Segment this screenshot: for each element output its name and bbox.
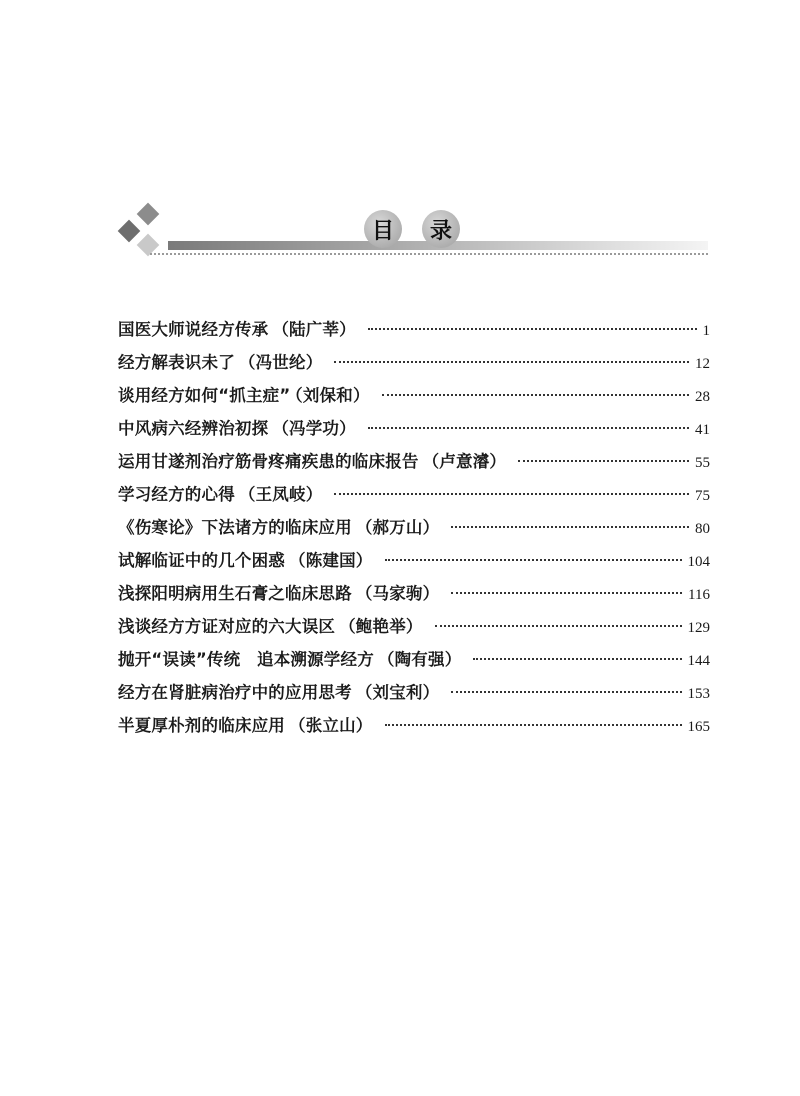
toc-entry-page: 129	[687, 620, 710, 636]
toc-entry[interactable]	[118, 511, 710, 544]
dot-leader	[473, 658, 681, 660]
dot-leader	[368, 328, 697, 330]
dot-leader	[334, 361, 689, 363]
toc-entry[interactable]	[118, 709, 710, 742]
toc-entry-page: 104	[687, 554, 710, 570]
diamond-ornament-icon	[118, 220, 141, 243]
toc-entry-title: 抛开“误读”传统 追本溯源学经方 （陶有强）	[118, 650, 462, 669]
toc-entry-title: 试解临证中的几个困惑 （陈建国）	[118, 551, 373, 570]
dot-leader	[451, 691, 681, 693]
dot-leader	[368, 427, 689, 429]
toc-entry[interactable]	[118, 577, 710, 610]
toc-entry-title: 运用甘遂剂治疗筋骨疼痛疾患的临床报告 （卢意濬）	[118, 452, 507, 471]
toc-entry-title: 浅谈经方方证对应的六大误区 （鲍艳举）	[118, 617, 423, 636]
diamond-ornament-icon	[137, 203, 160, 226]
dot-leader	[451, 592, 682, 594]
header-dotted-rule	[150, 253, 708, 255]
toc-entry-author: （刘保和）	[294, 386, 370, 405]
toc-entry-title: 经方在肾脏病治疗中的应用思考 （刘宝利）	[118, 683, 440, 702]
heading-char-1: 目	[364, 210, 402, 248]
dot-leader	[385, 559, 682, 561]
toc-entry-title: 谈用经方如何“抓主症” （刘保和）	[118, 386, 370, 405]
toc-entry-author: （陆广莘）	[272, 320, 356, 339]
toc-entry[interactable]	[118, 544, 710, 577]
toc-entry-title: 半夏厚朴剂的临床应用 （张立山）	[118, 716, 373, 735]
toc-entry-page: 41	[695, 422, 710, 438]
toc-entry-page: 165	[687, 719, 710, 735]
toc-entry-page: 12	[695, 356, 710, 372]
toc-entry[interactable]	[118, 379, 710, 412]
toc-entry-title: 浅探阳明病用生石膏之临床思路 （马家驹）	[118, 584, 440, 603]
heading-char-2: 录	[422, 210, 460, 248]
toc-entry-title: 《伤寒论》下法诸方的临床应用 （郝万山）	[118, 518, 440, 537]
toc-entry-author: （陶有强）	[377, 650, 462, 669]
toc-entry-title: 经方解表识未了 （冯世纶）	[118, 353, 323, 372]
toc-header	[0, 0, 800, 270]
toc-entry-title: 国医大师说经方传承 （陆广莘）	[118, 320, 356, 339]
toc-entry-author: （王凤岐）	[238, 485, 323, 504]
toc-entry-title: 中风病六经辨治初探 （冯学功）	[118, 419, 356, 438]
toc-entry-page: 1	[702, 323, 710, 339]
table-of-contents	[118, 313, 710, 742]
toc-entry-page: 116	[688, 587, 710, 603]
dot-leader	[451, 526, 689, 528]
toc-entry-author: （鲍艳举）	[339, 617, 423, 636]
toc-entry[interactable]	[118, 643, 710, 676]
dot-leader	[385, 724, 682, 726]
dot-leader	[518, 460, 689, 462]
toc-entry-author: （郝万山）	[355, 518, 440, 537]
dot-leader	[334, 493, 689, 495]
toc-entry[interactable]	[118, 313, 710, 346]
toc-entry-page: 55	[695, 455, 710, 471]
toc-entry[interactable]	[118, 346, 710, 379]
toc-entry-page: 28	[695, 389, 710, 405]
toc-entry-page: 80	[695, 521, 710, 537]
toc-entry-page: 144	[687, 653, 710, 669]
toc-entry-page: 75	[695, 488, 710, 504]
toc-entry-author: （刘宝利）	[355, 683, 440, 702]
toc-entry-author: （冯世纶）	[238, 353, 323, 372]
toc-entry-author: （马家驹）	[355, 584, 440, 603]
toc-entry[interactable]	[118, 445, 710, 478]
dot-leader	[382, 394, 689, 396]
toc-entry-author: （卢意濬）	[422, 452, 507, 471]
toc-entry[interactable]	[118, 478, 710, 511]
toc-entry-author: （张立山）	[289, 716, 373, 735]
toc-entry[interactable]	[118, 412, 710, 445]
toc-entry[interactable]	[118, 610, 710, 643]
toc-entry[interactable]	[118, 676, 710, 709]
dot-leader	[435, 625, 682, 627]
toc-entry-title: 学习经方的心得 （王凤岐）	[118, 485, 323, 504]
toc-entry-page: 153	[687, 686, 710, 702]
toc-entry-author: （陈建国）	[289, 551, 373, 570]
toc-entry-author: （冯学功）	[272, 419, 356, 438]
